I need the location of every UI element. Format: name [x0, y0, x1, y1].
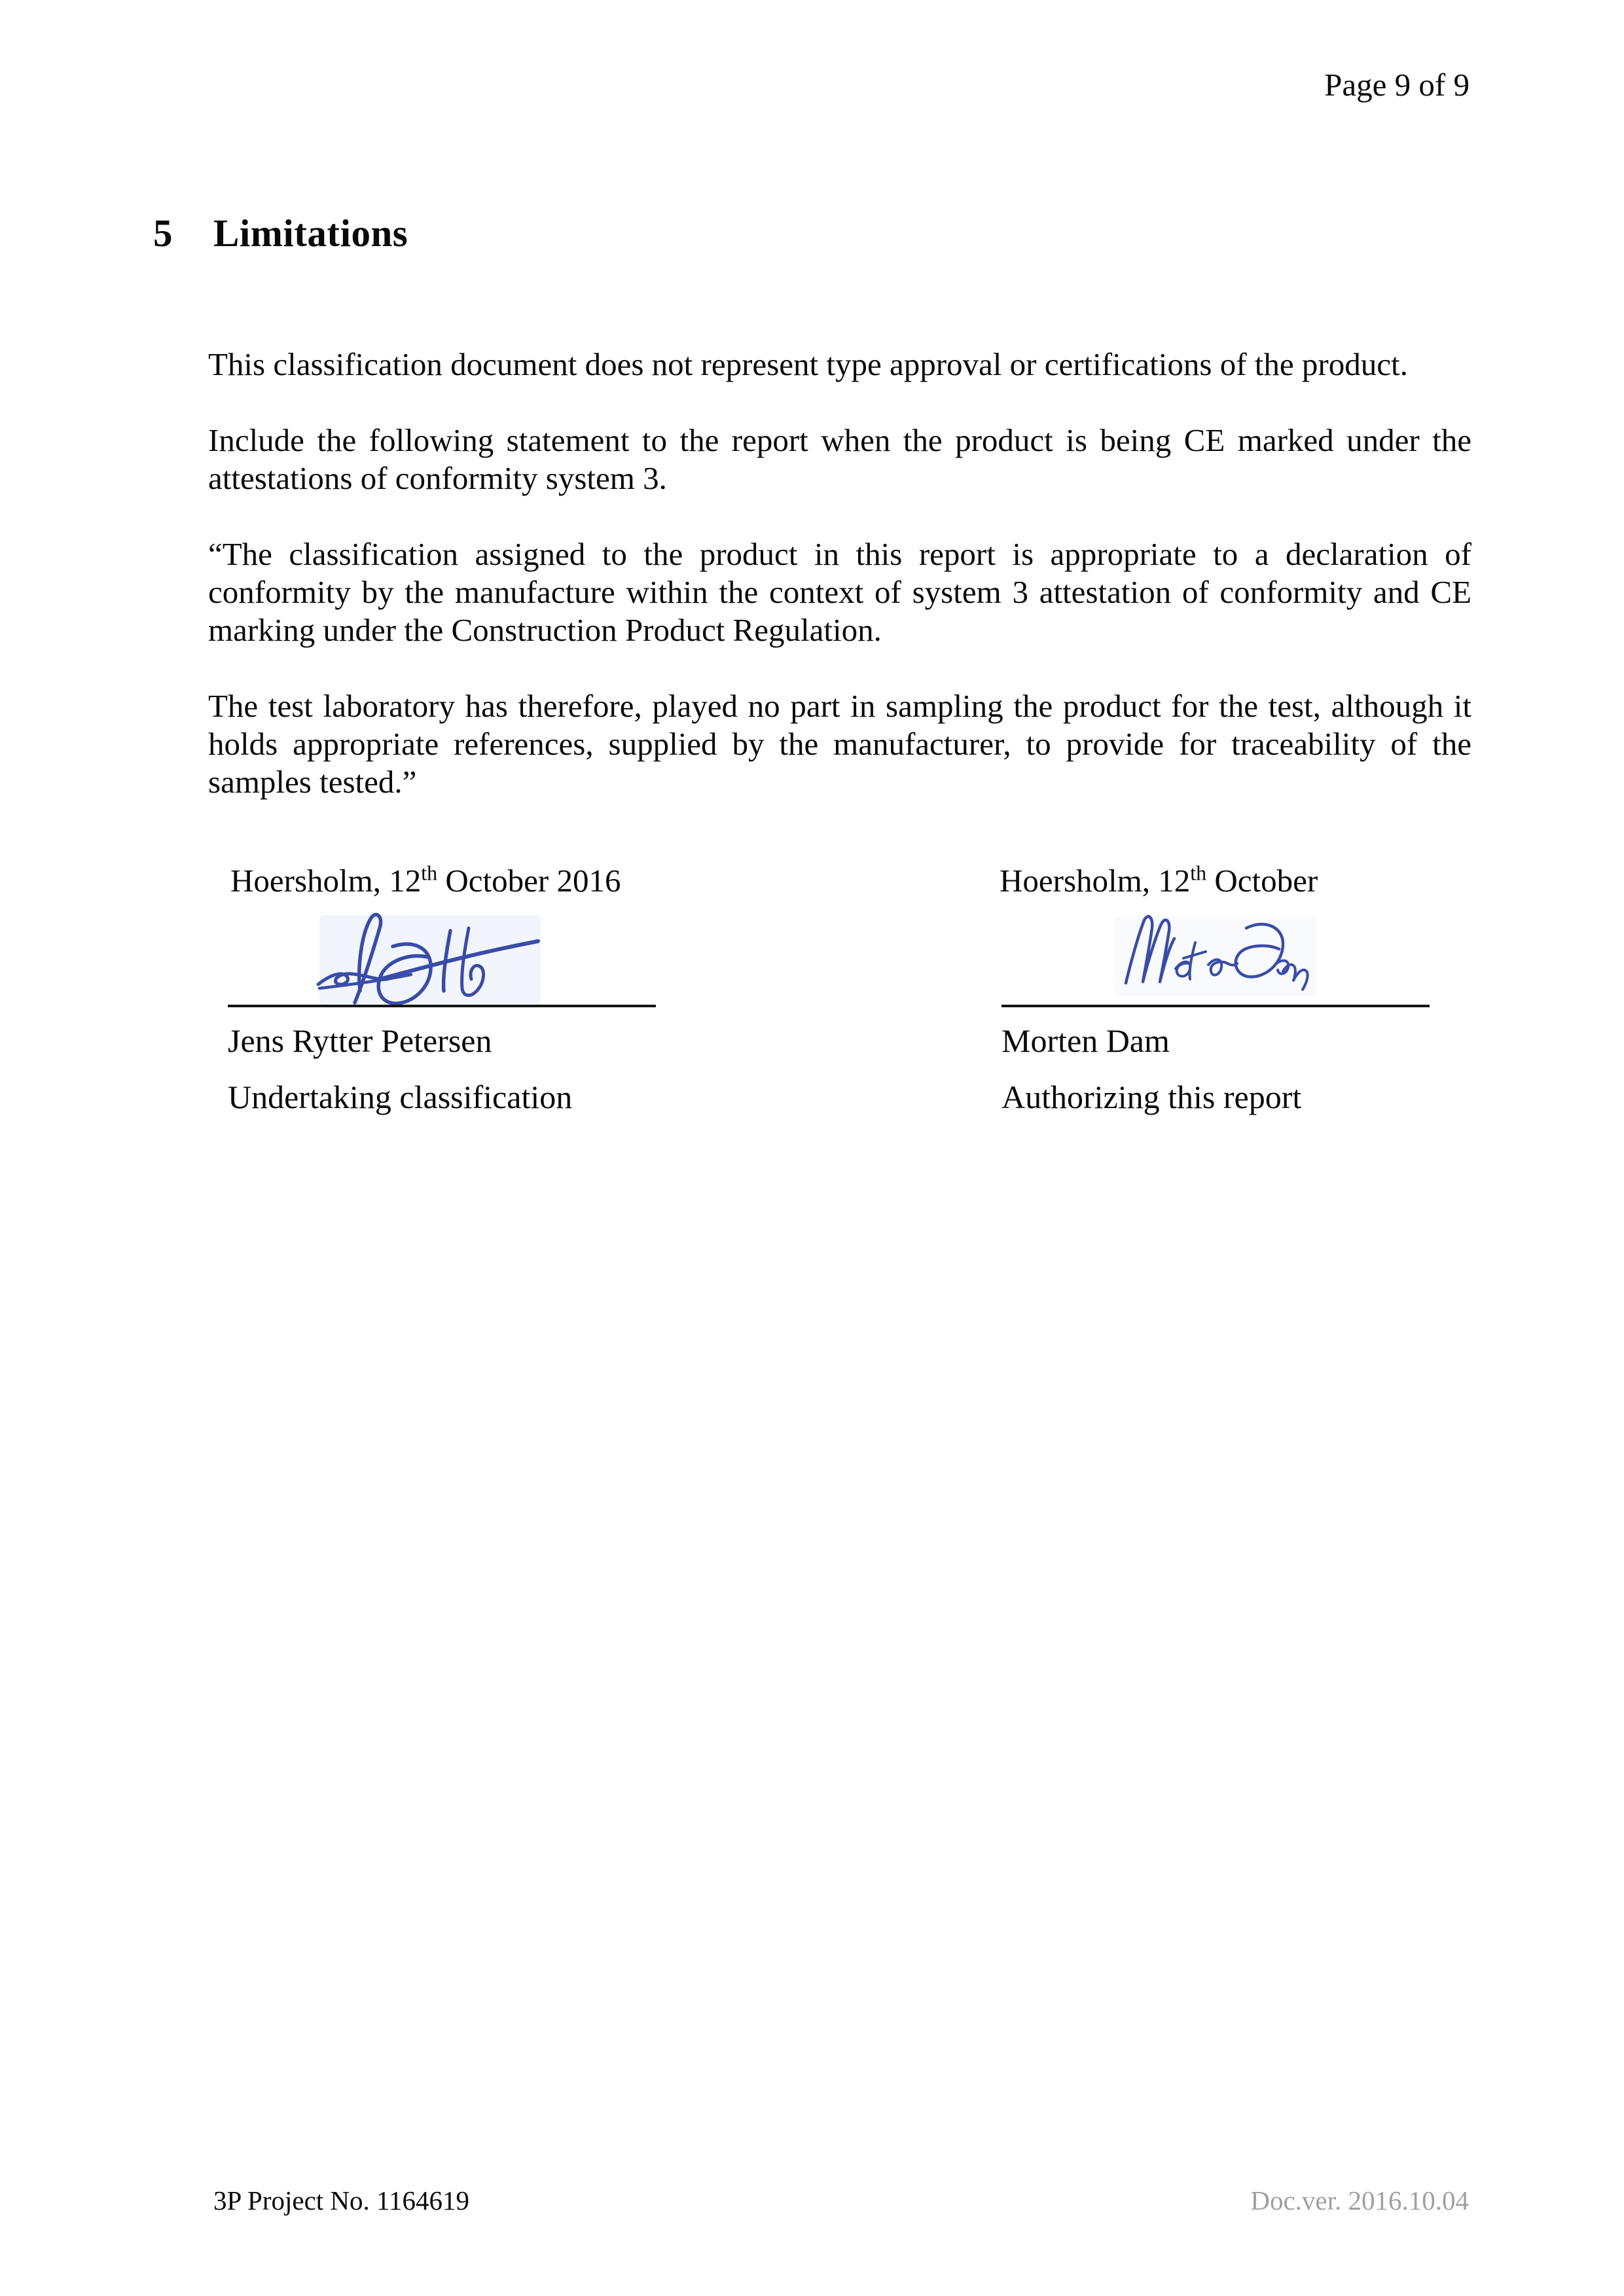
footer-project-number: 3P Project No. 1164619 — [213, 2185, 470, 2215]
section-heading — [153, 211, 408, 256]
section-title: Limitations — [213, 211, 408, 255]
paragraph-test-laboratory: The test laboratory has therefore, played no part in sampling the product for the test, although it holds appropriate references, supplied by the manufacturer, to provide for traceability of the samples tested.” — [208, 688, 1471, 800]
paragraph-classification-quote: “The classification assigned to the product in this report is appropriate to a declaration of conformity by the manufacture within the context of system 3 attestation of conformity and CE marking under the Construction Product Regulation. — [208, 536, 1471, 648]
signature-date-right — [1000, 863, 1318, 899]
signature-line-right — [1001, 1005, 1430, 1007]
signature-morten-dam-icon — [1119, 915, 1309, 994]
signature-jens-rytter-petersen-icon — [313, 911, 542, 1009]
paragraph-type-approval: This classification document does not represent type approval or certifications of the product. — [208, 346, 1408, 382]
signer-name-left: Jens Rytter Petersen — [228, 1022, 492, 1059]
date-left-main: Hoersholm, 12 — [230, 863, 422, 899]
footer-doc-version: Doc.ver. 2016.10.04 — [1250, 2185, 1469, 2215]
signature-date-left — [230, 863, 621, 899]
signature-line-left — [228, 1005, 656, 1007]
page-number: Page 9 of 9 — [1324, 67, 1470, 103]
date-right-rest: October — [1206, 863, 1318, 899]
section-number: 5 — [153, 211, 173, 255]
date-left-rest: October 2016 — [437, 863, 621, 899]
signer-role-left: Undertaking classification — [228, 1079, 573, 1115]
signer-role-right: Authorizing this report — [1001, 1079, 1302, 1115]
paragraph-ce-statement: Include the following statement to the report when the product is being CE marked under the attestations of conformity system 3. — [208, 422, 1471, 496]
signer-name-right: Morten Dam — [1001, 1022, 1170, 1059]
date-left-ordinal: th — [421, 861, 438, 885]
date-right-main: Hoersholm, 12 — [1000, 863, 1191, 899]
date-right-ordinal: th — [1190, 861, 1207, 885]
